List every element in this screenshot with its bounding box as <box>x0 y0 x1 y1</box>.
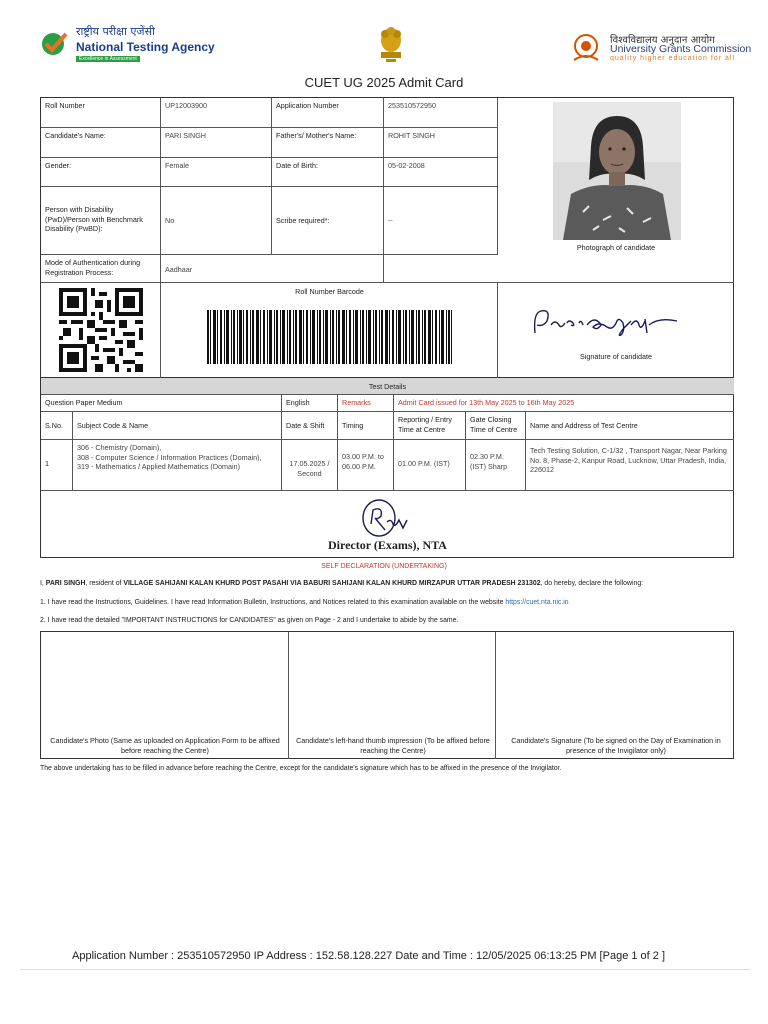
pwd-value: No <box>161 187 272 255</box>
ugc-emblem-icon <box>568 32 604 64</box>
declaration-line-1 <box>40 580 740 587</box>
col-gate-closing: Gate Closing Time of Centre <box>466 412 526 440</box>
pwd-label: Person with Disability (PwD)/Person with Benchmark Disability (PwBD): <box>41 187 161 255</box>
declaration-line-3: 2. I have read the detailed "IMPORTANT INSTRUCTIONS for CANDIDATES" as given on Page - 2 and I undertake to abide by the same. <box>40 617 459 624</box>
declaration-line-2 <box>40 599 740 606</box>
candidate-name-value: PARI SINGH <box>161 128 272 158</box>
candidate-photo <box>553 102 681 240</box>
medium-label: Question Paper Medium <box>41 395 282 412</box>
declaration-suffix: , do hereby, declare the following: <box>540 580 644 587</box>
nta-check-icon <box>40 30 70 56</box>
self-declaration-heading: SELF DECLARATION (UNDERTAKING) <box>321 563 447 570</box>
ugc-tagline: quality higher education for all <box>610 55 736 62</box>
row-date-shift <box>282 440 338 491</box>
row-sno: 1 <box>41 440 73 491</box>
application-number-value: 253510572950 <box>384 98 498 128</box>
page-footer: Application Number : 253510572950 IP Address : 152.58.128.227 Date and Time : 12/05/2025 06:13:25 PM [Page 1 of 2 ] <box>72 950 665 962</box>
col-reporting: Reporting / Entry Time at Centre <box>394 412 466 440</box>
remarks-label: Remarks <box>338 395 394 412</box>
row-gate-closing: 02.30 P.M. (IST) Sharp <box>466 440 526 491</box>
thumb-box-caption: Candidate's left-hand thumb impression (To be affixed before reaching the Centre) <box>296 736 490 755</box>
declaration-name: PARI SINGH <box>45 580 86 587</box>
dob-value: 05-02-2008 <box>384 158 498 187</box>
signature-caption: Signature of candidate <box>580 352 652 361</box>
remarks-value: Admit Card issued for 13th May 2025 to 16th May 2025 <box>394 395 734 412</box>
parent-name-value: ROHIT SINGH <box>384 128 498 158</box>
nta-logo <box>40 24 230 68</box>
photo-box-caption: Candidate's Photo (Same as uploaded on Application Form to be affixed before reaching the Centre) <box>50 736 280 755</box>
page-header <box>0 18 768 68</box>
gender-value: Female <box>161 158 272 187</box>
col-date-shift: Date & Shift <box>282 412 338 440</box>
declaration-point-1: 1. I have read the Instructions, Guidelines. I have read Information Bulletin, Instructions, and Notices related to this examination available on the website <box>40 599 504 606</box>
subject-line: 319 - Mathematics / Applied Mathematics (Domain) <box>77 462 240 472</box>
declaration-mid: , resident of <box>85 580 124 587</box>
row-centre: Tech Testing Solution, C-1/32 , Transport Nagar, Near Parking No. 8, Phase-2, Kanpur Road, Lucknow, Uttar Pradesh, India, 226012 <box>526 440 734 491</box>
ugc-logo <box>566 32 756 76</box>
auth-mode-label: Mode of Authentication during Registration Process: <box>41 255 161 283</box>
director-signature <box>353 498 413 540</box>
parent-name-label: Father's/ Mother's Name: <box>272 128 384 158</box>
nta-hindi-name: राष्ट्रीय परीक्षा एजेंसी <box>76 25 155 38</box>
col-subject: Subject Code & Name <box>73 412 282 440</box>
nta-tagline: Excellence in Assessment <box>76 56 140 62</box>
subject-line: 306 - Chemistry (Domain), <box>77 443 162 452</box>
col-sno: S.No. <box>41 412 73 440</box>
row-subjects <box>73 440 282 491</box>
roll-number-barcode <box>207 310 452 364</box>
footer-divider <box>20 969 750 970</box>
row-reporting: 01.00 P.M. (IST) <box>394 440 466 491</box>
director-title: Director (Exams), NTA <box>328 538 447 552</box>
website-link[interactable]: https://cuet.nta.nic.in <box>505 599 569 606</box>
qr-code-icon <box>59 288 143 372</box>
candidate-name-label: Candidate's Name: <box>41 128 161 158</box>
ugc-hindi-name: विश्वविद्यालय अनुदान आयोग <box>610 35 715 46</box>
signature-box-caption: Candidate's Signature (To be signed on the Day of Examination in presence of the Invigilator only) <box>511 736 721 755</box>
undertaking-boxes <box>40 631 734 759</box>
col-timing: Timing <box>338 412 394 440</box>
candidate-signature <box>527 303 687 343</box>
test-details-heading: Test Details <box>41 378 734 395</box>
barcode-label: Roll Number Barcode <box>295 287 364 296</box>
medium-value: English <box>282 395 338 412</box>
subject-line: 308 - Computer Science / Information Practices (Domain), <box>77 452 262 462</box>
row-date: 17.05.2025 / <box>289 459 330 468</box>
scribe-value: -- <box>384 187 498 255</box>
scribe-label: Scribe required*: <box>272 187 384 255</box>
col-centre: Name and Address of Test Centre <box>526 412 734 440</box>
auth-empty-cell <box>384 255 734 283</box>
national-emblem-icon <box>374 22 408 64</box>
row-shift: Second <box>297 468 322 478</box>
declaration-prefix: I, <box>40 580 46 587</box>
application-number-label: Application Number <box>272 98 384 128</box>
photo-caption: Photograph of candidate <box>576 243 656 252</box>
declaration-address: VILLAGE SAHIJANI KALAN KHURD POST PASAHI VIA BABURI SAHIJANI KALAN KHURD MIRZAPUR UTTAR PRADESH 231302 <box>123 580 541 587</box>
roll-number-value: UP12003900 <box>161 98 272 128</box>
gender-label: Gender: <box>41 158 161 187</box>
candidate-details-table <box>40 97 734 378</box>
test-details-table <box>40 378 734 558</box>
ugc-name: University Grants Commission <box>610 43 752 55</box>
roll-number-label: Roll Number <box>41 98 161 128</box>
nta-name: National Testing Agency <box>76 40 215 54</box>
row-timing: 03.00 P.M. to 06.00 P.M. <box>338 440 394 491</box>
undertaking-note: The above undertaking has to be filled in advance before reaching the Centre, except for the candidate's signature which has to be affixed in the presence of the Invigilator. <box>40 765 562 772</box>
dob-label: Date of Birth: <box>272 158 384 187</box>
page-title: CUET UG 2025 Admit Card <box>304 75 464 90</box>
auth-mode-value: Aadhaar <box>161 255 384 283</box>
